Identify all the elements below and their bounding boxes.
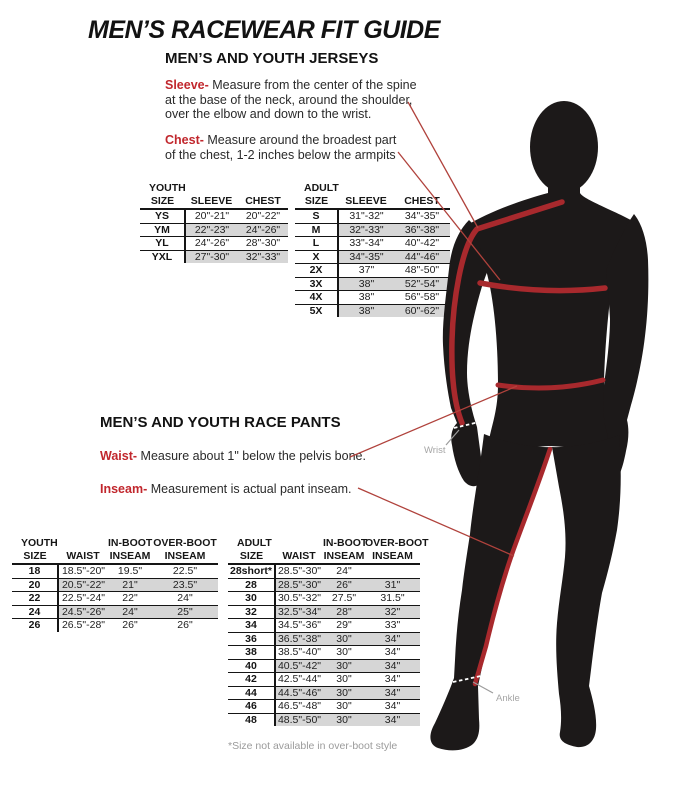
size-cell: X (295, 250, 338, 264)
group-label: YOUTH (149, 181, 186, 194)
size-cell: 3X (295, 277, 338, 291)
table-row (228, 659, 420, 673)
table-row (228, 686, 420, 700)
value-cell: 21" (108, 578, 152, 592)
table-row (228, 646, 420, 660)
table-row (140, 223, 288, 237)
size-cell: 38 (228, 646, 275, 660)
inseam-description (100, 482, 352, 497)
body-silhouette (412, 90, 686, 800)
value-cell: 34" (365, 673, 420, 687)
value-cell: 24"-26" (238, 223, 288, 237)
value-cell: 22"-23" (185, 223, 238, 237)
footnote: *Size not available in over-boot style (228, 740, 398, 752)
size-cell: 40 (228, 659, 275, 673)
table-row (12, 605, 218, 619)
value-cell: 32"-33" (338, 223, 394, 237)
value-cell: 31" (365, 578, 420, 592)
youth-jersey-table (140, 181, 288, 263)
value-cell: 29" (323, 619, 365, 633)
col-header-chest: CHEST (238, 194, 288, 209)
table-row (140, 250, 288, 263)
value-cell: 28" (323, 605, 365, 619)
chest-label: Chest- (165, 133, 204, 147)
value-cell: 30" (323, 646, 365, 660)
value-cell: 52"-54" (394, 277, 450, 291)
sleeve-text-line1: Measure from the center of the spine (212, 78, 417, 92)
size-cell: 5X (295, 304, 338, 317)
chest-text-line1: Measure around the broadest part (207, 133, 397, 147)
value-cell: 33"-34" (338, 237, 394, 251)
size-cell: L (295, 237, 338, 251)
value-cell: 30" (323, 632, 365, 646)
value-cell: 48.5"-50" (275, 713, 323, 726)
inseam-label: Inseam- (100, 482, 148, 496)
value-cell: 42.5"-44" (275, 673, 323, 687)
value-cell: 20"-22" (245, 210, 281, 222)
value-cell: 30" (323, 713, 365, 726)
value-cell: 34"-35" (404, 210, 440, 222)
value-cell: 34"-35" (338, 250, 394, 264)
value-cell: 30.5"-32" (275, 592, 323, 606)
size-cell: 28 (228, 578, 275, 592)
size-cell: 24 (12, 605, 58, 619)
table-row (228, 632, 420, 646)
size-cell: YS (140, 209, 185, 223)
chest-description (165, 133, 396, 162)
col-header-size: SIZE (140, 194, 185, 209)
size-cell: 34 (228, 619, 275, 633)
value-cell: 30" (323, 686, 365, 700)
table-header-row (228, 549, 420, 564)
value-cell: 33" (365, 619, 420, 633)
table-row (140, 237, 288, 251)
table-group-row (12, 536, 218, 549)
table-row (228, 564, 420, 578)
size-cell: 22 (12, 592, 58, 606)
value-cell: 56"-58" (394, 291, 450, 305)
col-top-overboot: OVER-BOOT (365, 536, 429, 549)
size-cell: 28short* (228, 564, 275, 578)
value-cell: 19.5" (117, 565, 143, 577)
size-cell: M (295, 223, 338, 237)
figure-right-leg (552, 435, 621, 747)
value-cell: 24"-26" (185, 237, 238, 251)
value-cell: 28.5"-30" (275, 578, 323, 592)
value-cell: 34" (365, 646, 420, 660)
col-top-inboot: IN-BOOT (323, 536, 368, 549)
size-cell: 26 (12, 619, 58, 632)
waist-label: Waist- (100, 449, 138, 463)
table-row (12, 619, 218, 632)
adult-pants-table (228, 536, 429, 726)
value-cell: 38.5"-40" (275, 646, 323, 660)
size-cell: YL (140, 237, 185, 251)
value-cell: 37" (338, 264, 394, 278)
col-header-inseam2: INSEAM (152, 549, 218, 564)
table-header-row (140, 194, 288, 209)
col-header-inseam: INSEAM (109, 550, 151, 562)
value-cell: 27"-30" (185, 250, 238, 263)
pants-heading: MEN’S AND YOUTH RACE PANTS (100, 414, 341, 431)
table-row (228, 605, 420, 619)
table-row (12, 578, 218, 592)
group-label: YOUTH (21, 536, 58, 549)
size-cell: 2X (295, 264, 338, 278)
value-cell: 48"-50" (394, 264, 450, 278)
value-cell: 24" (108, 605, 152, 619)
size-cell: 48 (228, 713, 275, 726)
value-cell: 22" (108, 592, 152, 606)
size-cell: 46 (228, 700, 275, 714)
value-cell: 26.5"-28" (58, 619, 108, 632)
size-cell: 42 (228, 673, 275, 687)
value-cell: 20"-21" (194, 210, 230, 222)
figure-left-leg (430, 434, 552, 750)
sleeve-text-line2: at the base of the neck, around the shoulder, (165, 92, 413, 107)
value-cell: 24.5"-26" (58, 605, 108, 619)
value-cell: 40.5"-42" (275, 659, 323, 673)
col-header-inseam: INSEAM (323, 550, 365, 562)
value-cell: 44.5"-46" (275, 686, 323, 700)
table-row (228, 673, 420, 687)
ankle-callout-label: Ankle (496, 693, 520, 704)
size-cell: 18 (12, 564, 58, 578)
value-cell: 38" (338, 304, 394, 317)
table-row (228, 713, 420, 726)
size-cell: 44 (228, 686, 275, 700)
value-cell: 38" (338, 291, 394, 305)
size-cell: 4X (295, 291, 338, 305)
col-header-sleeve: SLEEVE (338, 194, 394, 209)
value-cell: 34" (365, 700, 420, 714)
col-top-overboot: OVER-BOOT (153, 536, 217, 549)
value-cell: 24" (152, 592, 218, 606)
table-row (228, 700, 420, 714)
value-cell: 32"-33" (238, 250, 288, 263)
table-row (228, 619, 420, 633)
value-cell: 32.5"-34" (275, 605, 323, 619)
col-header-chest: CHEST (394, 194, 450, 209)
value-cell: 40"-42" (394, 237, 450, 251)
page-title: MEN’S RACEWEAR FIT GUIDE (88, 16, 440, 44)
value-cell: 34" (365, 686, 420, 700)
value-cell: 22.5" (172, 565, 198, 577)
value-cell: 44"-46" (394, 250, 450, 264)
value-cell: 26" (323, 578, 365, 592)
inseam-text: Measurement is actual pant inseam. (150, 482, 352, 496)
sleeve-label: Sleeve- (165, 78, 209, 92)
value-cell: 26" (108, 619, 152, 632)
value-cell: 34" (365, 632, 420, 646)
group-label: ADULT (237, 536, 272, 549)
value-cell: 32" (365, 605, 420, 619)
table-group-row (228, 536, 420, 549)
col-top-inboot: IN-BOOT (108, 536, 153, 549)
col-header-size: SIZE (228, 549, 275, 564)
value-cell: 20.5"-22" (58, 578, 108, 592)
value-cell: 27.5" (323, 592, 365, 606)
value-cell: 28.5"-30" (277, 565, 322, 577)
value-cell: 26" (152, 619, 218, 632)
table-row (140, 209, 288, 223)
value-cell: 31"-32" (349, 210, 384, 222)
value-cell: 30" (323, 659, 365, 673)
value-cell: 22.5"-24" (58, 592, 108, 606)
col-header-size: SIZE (12, 549, 58, 564)
value-cell: 36.5"-38" (275, 632, 323, 646)
value-cell: 23.5" (152, 578, 218, 592)
col-header-sleeve: SLEEVE (185, 194, 238, 209)
table-header-row (12, 549, 218, 564)
value-cell: 36"-38" (394, 223, 450, 237)
col-header-inseam2: INSEAM (365, 549, 420, 564)
value-cell: 34.5"-36" (275, 619, 323, 633)
col-header-waist: WAIST (58, 549, 108, 564)
group-label: ADULT (304, 181, 339, 194)
value-cell: 34" (365, 713, 420, 726)
value-cell: 18.5"-20" (61, 565, 106, 577)
col-header-waist: WAIST (275, 549, 323, 564)
table-row (12, 564, 218, 578)
value-cell: 24" (336, 565, 352, 577)
size-cell: 30 (228, 592, 275, 606)
chest-text-line2: of the chest, 1-2 inches below the armpits (165, 147, 396, 162)
size-cell: 32 (228, 605, 275, 619)
value-cell: 38" (338, 277, 394, 291)
value-cell: 34" (365, 659, 420, 673)
wrist-callout-label: Wrist (424, 445, 446, 456)
col-header-size: SIZE (295, 194, 338, 209)
table-row (228, 578, 420, 592)
size-cell: 36 (228, 632, 275, 646)
youth-pants-table (12, 536, 218, 632)
table-row (12, 592, 218, 606)
waist-text: Measure about 1" below the pelvis bone. (140, 449, 366, 463)
value-cell: 30" (323, 673, 365, 687)
size-cell: S (295, 209, 338, 223)
size-cell: YM (140, 223, 185, 237)
value-cell: 60"-62" (394, 304, 450, 317)
sleeve-description (165, 78, 417, 122)
table-group-row (140, 181, 288, 194)
size-cell: YXL (140, 250, 185, 263)
value-cell: 31.5" (365, 592, 420, 606)
value-cell: 46.5"-48" (275, 700, 323, 714)
value-cell: 30" (323, 700, 365, 714)
size-cell: 20 (12, 578, 58, 592)
sleeve-text-line3: over the elbow and down to the wrist. (165, 107, 372, 121)
jerseys-heading: MEN’S AND YOUTH JERSEYS (165, 50, 379, 67)
value-cell: 28"-30" (238, 237, 288, 251)
value-cell: 25" (152, 605, 218, 619)
table-row (228, 592, 420, 606)
waist-description (100, 449, 366, 464)
